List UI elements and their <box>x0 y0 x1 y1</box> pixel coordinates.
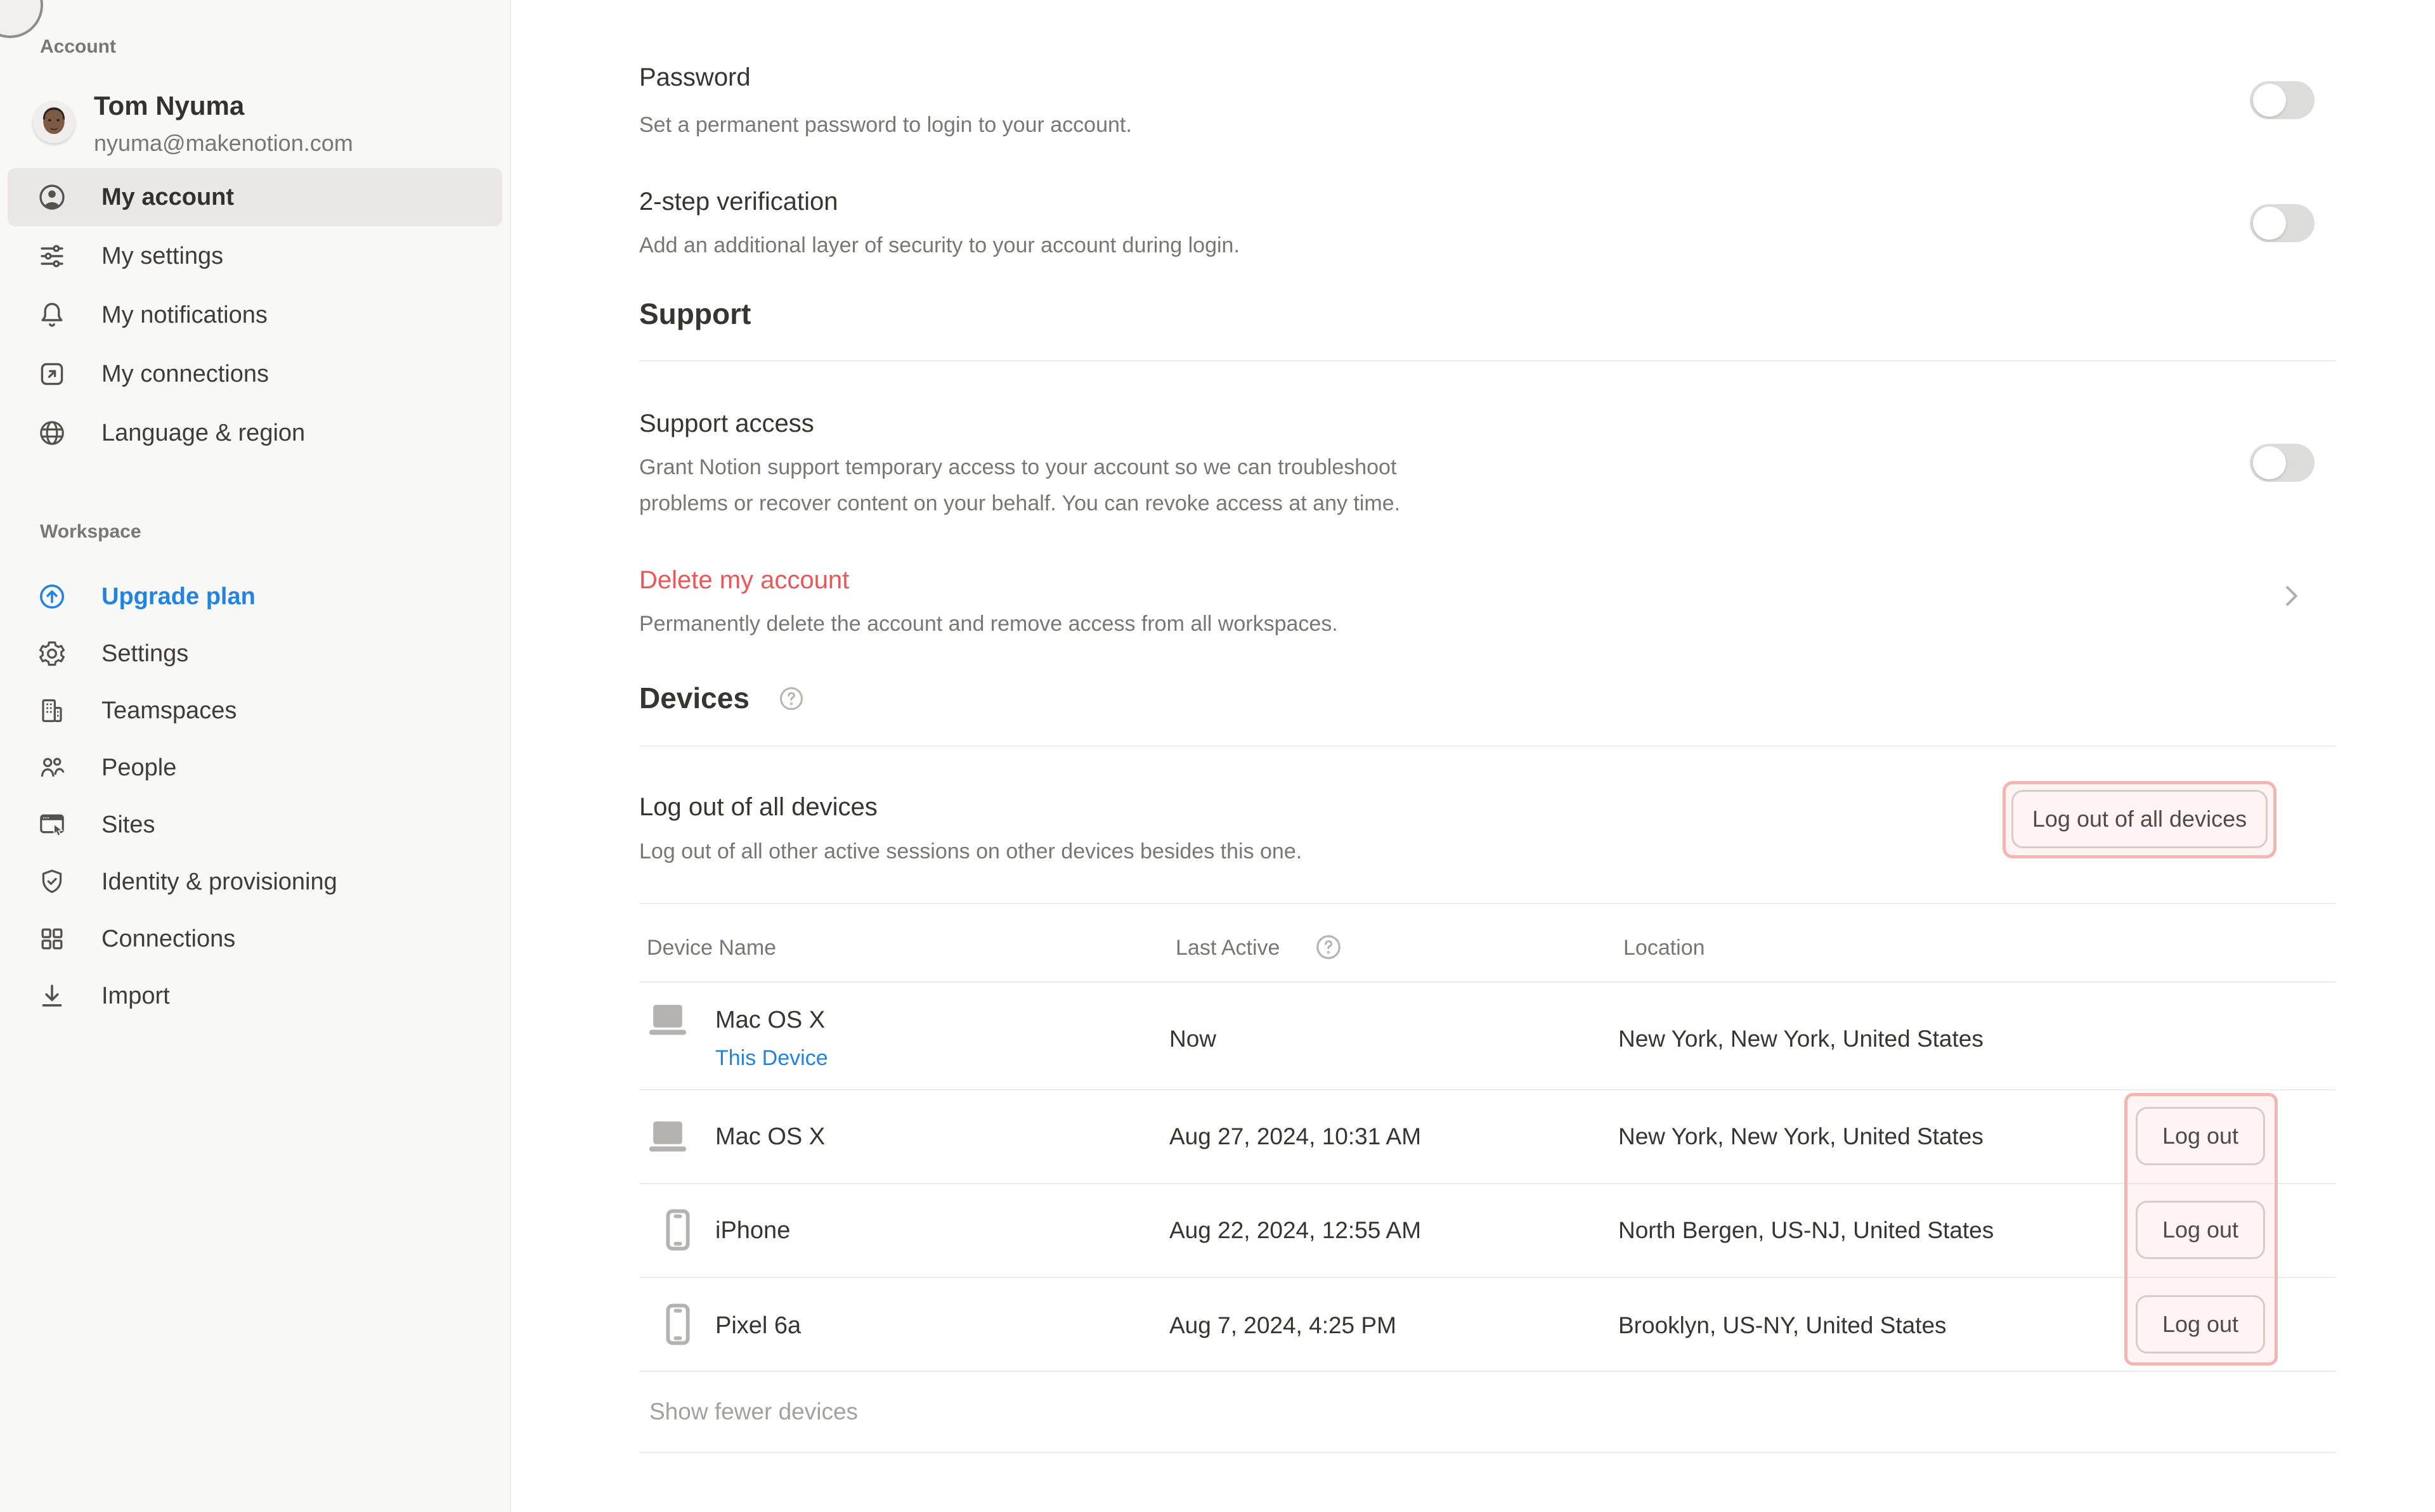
chevron-right-icon[interactable] <box>2276 581 2306 611</box>
sidebar-item-settings[interactable] <box>8 624 502 683</box>
shield-check-icon <box>37 867 67 897</box>
sidebar-item-label: My notifications <box>101 301 268 328</box>
sidebar-item-label: My account <box>101 183 235 210</box>
people-icon <box>37 753 67 783</box>
logout-all-title: Log out of all devices <box>639 793 878 821</box>
sliders-icon <box>37 241 67 271</box>
grid-icon <box>37 924 67 954</box>
logout-device-button[interactable]: Log out <box>2136 1201 2265 1259</box>
device-last-active: Aug 22, 2024, 12:55 AM <box>1169 1217 1422 1243</box>
sidebar-item-label: Import <box>101 982 170 1009</box>
sidebar-item-label: My settings <box>101 242 224 269</box>
sidebar-item-label: My connections <box>101 360 269 387</box>
device-location: New York, New York, United States <box>1618 1123 1984 1149</box>
footer-divider <box>639 1452 2336 1453</box>
devices-help-icon[interactable] <box>777 685 805 713</box>
devices-section-heading: Devices <box>639 682 750 714</box>
table-bottom-divider <box>639 1371 2336 1372</box>
arrow-up-right-square-icon <box>37 359 67 389</box>
device-last-active: Aug 7, 2024, 4:25 PM <box>1169 1312 1396 1338</box>
last-active-help-icon[interactable] <box>1314 933 1343 962</box>
support-section-heading: Support <box>639 297 751 330</box>
laptop-icon <box>644 997 691 1044</box>
sidebar-item-import[interactable] <box>8 967 502 1025</box>
column-header-location: Location <box>1623 936 1705 960</box>
sidebar-section-account-label: Account <box>40 36 116 57</box>
sidebar-item-label: People <box>101 754 177 781</box>
logout-device-button[interactable]: Log out <box>2136 1107 2265 1165</box>
sidebar-item-connections[interactable] <box>8 910 502 968</box>
logout-all-devices-button[interactable]: Log out of all devices <box>2011 790 2268 848</box>
person-circle-icon <box>37 182 67 212</box>
sidebar-item-label: Sites <box>101 811 155 838</box>
delete-account-link[interactable]: Delete my account <box>639 566 850 594</box>
logout-all-description: Log out of all other active sessions on other devices besides this one. <box>639 839 1302 863</box>
arrow-up-circle-icon <box>37 581 67 612</box>
sidebar-item-my-account[interactable] <box>8 168 502 226</box>
device-last-active: Aug 27, 2024, 10:31 AM <box>1169 1123 1422 1149</box>
settings-sidebar <box>0 0 511 1512</box>
row-divider <box>639 1183 2336 1184</box>
phone-icon <box>653 1300 703 1349</box>
support-access-description-line1: Grant Notion support temporary access to your account so we can troubleshoot <box>639 455 1397 479</box>
sidebar-item-label: Connections <box>101 925 236 952</box>
sidebar-item-identity-provisioning[interactable] <box>8 853 502 911</box>
logout-device-button[interactable]: Log out <box>2136 1295 2265 1354</box>
device-name: iPhone <box>715 1217 791 1244</box>
sidebar-item-label: Language & region <box>101 419 306 446</box>
this-device-link[interactable]: This Device <box>715 1046 828 1070</box>
gear-icon <box>37 638 67 669</box>
device-name: Mac OS X <box>715 1007 826 1033</box>
sidebar-item-sites[interactable] <box>8 796 502 854</box>
password-title: Password <box>639 63 751 91</box>
sidebar-item-my-settings[interactable] <box>8 227 502 285</box>
support-access-toggle[interactable] <box>2250 444 2315 482</box>
password-description: Set a permanent password to login to your account. <box>639 113 1132 137</box>
device-name: Pixel 6a <box>715 1312 802 1339</box>
delete-account-description: Permanently delete the account and remove access from all workspaces. <box>639 612 1338 636</box>
sidebar-item-label: Teamspaces <box>101 697 237 724</box>
profile-name: Tom Nyuma <box>94 91 245 120</box>
two-step-title: 2-step verification <box>639 188 838 216</box>
sidebar-item-language-region[interactable] <box>8 404 502 462</box>
password-toggle[interactable] <box>2250 81 2315 119</box>
two-step-toggle[interactable] <box>2250 204 2315 242</box>
download-arrow-icon <box>37 981 67 1011</box>
sidebar-item-label: Settings <box>101 640 189 667</box>
sidebar-item-my-connections[interactable] <box>8 345 502 403</box>
device-location: New York, New York, United States <box>1618 1026 1984 1052</box>
sidebar-item-my-notifications[interactable] <box>8 286 502 344</box>
profile-email: nyuma@makenotion.com <box>94 130 353 156</box>
laptop-icon <box>644 1113 691 1160</box>
support-access-title: Support access <box>639 410 814 437</box>
sidebar-item-upgrade-plan[interactable] <box>8 567 502 626</box>
device-last-active: Now <box>1169 1026 1217 1052</box>
row-divider <box>639 1277 2336 1278</box>
sidebar-item-teamspaces[interactable] <box>8 682 502 740</box>
browser-cursor-icon <box>37 810 67 840</box>
two-step-description: Add an additional layer of security to your account during login. <box>639 233 1240 257</box>
building-icon <box>37 695 67 726</box>
phone-icon <box>653 1205 703 1255</box>
bell-icon <box>37 300 67 330</box>
table-header-divider <box>639 981 2336 983</box>
sidebar-item-label: Identity & provisioning <box>101 868 337 895</box>
devices-divider <box>639 746 2336 747</box>
globe-icon <box>37 418 67 448</box>
sidebar-section-workspace-label: Workspace <box>40 521 141 542</box>
avatar[interactable] <box>33 101 75 143</box>
support-divider <box>639 360 2336 361</box>
support-access-description-line2: problems or recover content on your behalf. You can revoke access at any time. <box>639 491 1401 515</box>
sidebar-item-people[interactable] <box>8 739 502 797</box>
column-header-device-name: Device Name <box>647 936 777 960</box>
device-location: North Bergen, US-NJ, United States <box>1618 1217 1994 1243</box>
device-name: Mac OS X <box>715 1123 826 1150</box>
column-header-last-active: Last Active <box>1176 936 1280 960</box>
corner-avatar-fragment <box>0 0 43 38</box>
show-fewer-devices-link[interactable]: Show fewer devices <box>649 1399 859 1425</box>
row-divider <box>639 1089 2336 1090</box>
table-top-divider <box>639 903 2336 904</box>
device-location: Brooklyn, US-NY, United States <box>1618 1312 1947 1338</box>
sidebar-item-label: Upgrade plan <box>101 583 256 610</box>
